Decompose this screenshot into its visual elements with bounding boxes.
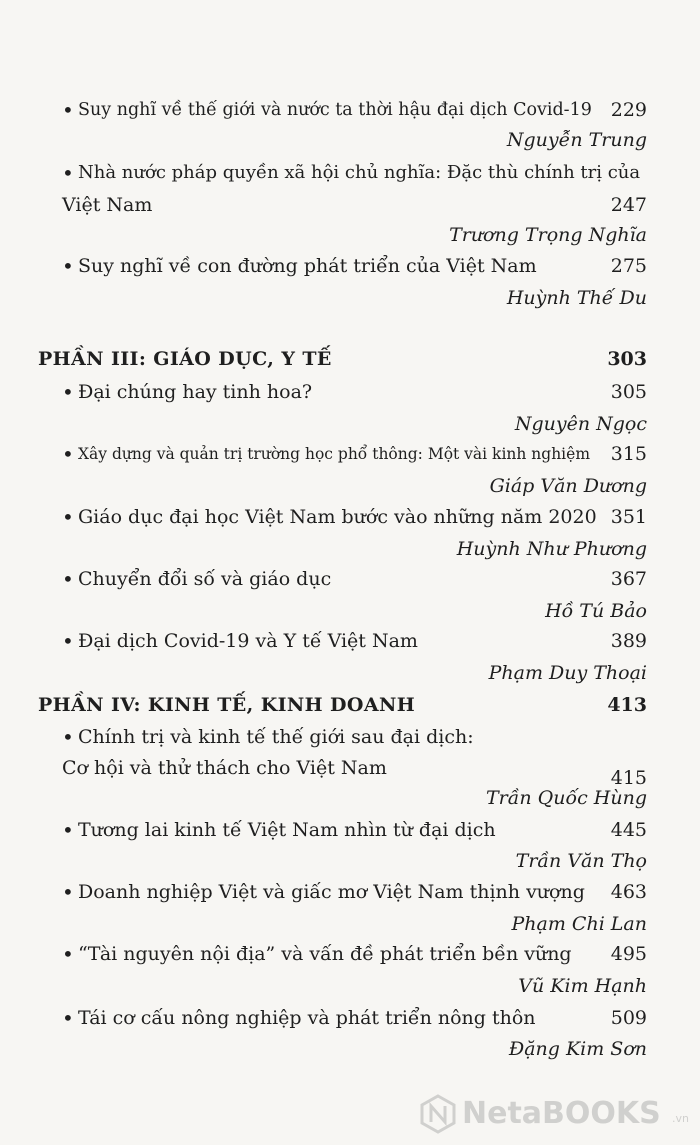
bullet: • bbox=[62, 942, 74, 966]
bullet: • bbox=[62, 880, 74, 904]
toc-entry bbox=[62, 377, 647, 407]
entry-title: Tương lai kinh tế Việt Nam nhìn từ đại dịch bbox=[78, 819, 496, 841]
entry-author: Vũ Kim Hạnh bbox=[518, 975, 647, 997]
entry-page: 463 bbox=[610, 881, 647, 903]
entry-author: Giáp Văn Dương bbox=[489, 475, 647, 497]
watermark-suffix: .vn bbox=[672, 1112, 689, 1125]
toc-entry bbox=[62, 722, 647, 752]
entry-author: Phạm Duy Thoại bbox=[488, 662, 647, 684]
entry-title: Nhà nước pháp quyền xã hội chủ nghĩa: Đặc thù chính trị của bbox=[78, 162, 641, 183]
toc-entry bbox=[62, 251, 647, 281]
netabooks-watermark bbox=[418, 1092, 688, 1138]
toc-entry bbox=[62, 815, 647, 845]
entry-page: 415 bbox=[610, 767, 647, 789]
bullet: • bbox=[62, 254, 74, 278]
toc-entry bbox=[62, 877, 647, 907]
toc-entry bbox=[62, 939, 647, 969]
toc-entry bbox=[62, 439, 647, 469]
entry-title: Suy nghĩ về thế giới và nước ta thời hậu đại dịch Covid-19 bbox=[78, 100, 592, 120]
part-page: 413 bbox=[607, 694, 647, 716]
bullet: • bbox=[62, 161, 74, 185]
bullet: • bbox=[62, 505, 74, 529]
part-title: PHẦN IV: KINH TẾ, KINH DOANH bbox=[38, 694, 416, 716]
entry-page: 367 bbox=[610, 568, 647, 590]
entry-title-continued: Việt Nam bbox=[62, 194, 153, 216]
toc-entry bbox=[62, 626, 647, 656]
bullet: • bbox=[62, 629, 74, 653]
toc-entry bbox=[62, 564, 647, 594]
toc-entry bbox=[62, 158, 647, 188]
entry-title-continued: Cơ hội và thử thách cho Việt Nam bbox=[62, 757, 387, 779]
toc-entry bbox=[62, 502, 647, 532]
part-heading bbox=[38, 344, 647, 374]
entry-title: Chính trị và kinh tế thế giới sau đại dịch: bbox=[78, 726, 474, 748]
toc-entry-continued bbox=[62, 190, 647, 220]
bullet: • bbox=[62, 567, 74, 591]
entry-author: Huỳnh Như Phương bbox=[456, 538, 647, 560]
entry-title: Tái cơ cấu nông nghiệp và phát triển nông thôn bbox=[78, 1007, 536, 1029]
bullet: • bbox=[62, 380, 74, 404]
entry-page: 315 bbox=[610, 443, 647, 465]
toc-entry-continued bbox=[62, 753, 647, 789]
part-heading bbox=[38, 690, 647, 720]
entry-author: Trương Trọng Nghĩa bbox=[449, 224, 647, 246]
entry-title: Đại chúng hay tinh hoa? bbox=[78, 381, 313, 403]
bullet: • bbox=[62, 818, 74, 842]
part-page: 303 bbox=[607, 348, 647, 370]
toc-entry bbox=[62, 95, 647, 125]
entry-author: Nguyễn Trung bbox=[506, 129, 647, 151]
entry-title: Giáo dục đại học Việt Nam bước vào những năm 2020 bbox=[78, 506, 597, 528]
entry-page: 351 bbox=[610, 506, 647, 528]
entry-author: Trần Quốc Hùng bbox=[486, 787, 647, 809]
bullet: • bbox=[62, 725, 74, 749]
entry-page: 305 bbox=[610, 381, 647, 403]
entry-title: Suy nghĩ về con đường phát triển của Việt Nam bbox=[78, 255, 537, 277]
part-title: PHẦN III: GIÁO DỤC, Y TẾ bbox=[38, 348, 332, 370]
entry-page: 509 bbox=[610, 1007, 647, 1029]
watermark-text: NetaBOOKS bbox=[462, 1096, 661, 1131]
entry-page: 247 bbox=[610, 194, 647, 216]
entry-title: Chuyển đổi số và giáo dục bbox=[78, 568, 332, 590]
entry-title: Đại dịch Covid-19 và Y tế Việt Nam bbox=[78, 630, 418, 652]
entry-page: 275 bbox=[610, 255, 647, 277]
bullet: • bbox=[62, 1006, 74, 1030]
entry-title: Xây dựng và quản trị trường học phổ thông: Một vài kinh nghiệm bbox=[78, 445, 591, 463]
entry-title: Doanh nghiệp Việt và giấc mơ Việt Nam thịnh vượng bbox=[78, 881, 585, 903]
entry-author: Huỳnh Thế Du bbox=[506, 287, 647, 309]
bullet: • bbox=[62, 442, 74, 466]
entry-author: Nguyên Ngọc bbox=[514, 413, 647, 435]
entry-author: Phạm Chi Lan bbox=[511, 913, 647, 935]
entry-author: Đặng Kim Sơn bbox=[508, 1038, 647, 1060]
entry-author: Trần Văn Thọ bbox=[515, 850, 647, 872]
toc-entry bbox=[62, 1003, 647, 1033]
entry-page: 389 bbox=[610, 630, 647, 652]
bullet: • bbox=[62, 98, 74, 122]
neta-logo-icon bbox=[418, 1094, 458, 1134]
entry-title: “Tài nguyên nội địa” và vấn đề phát triển bền vững bbox=[78, 943, 572, 965]
entry-page: 445 bbox=[610, 819, 647, 841]
entry-author: Hồ Tú Bảo bbox=[545, 600, 647, 622]
entry-page: 495 bbox=[610, 943, 647, 965]
entry-page: 229 bbox=[610, 99, 647, 121]
